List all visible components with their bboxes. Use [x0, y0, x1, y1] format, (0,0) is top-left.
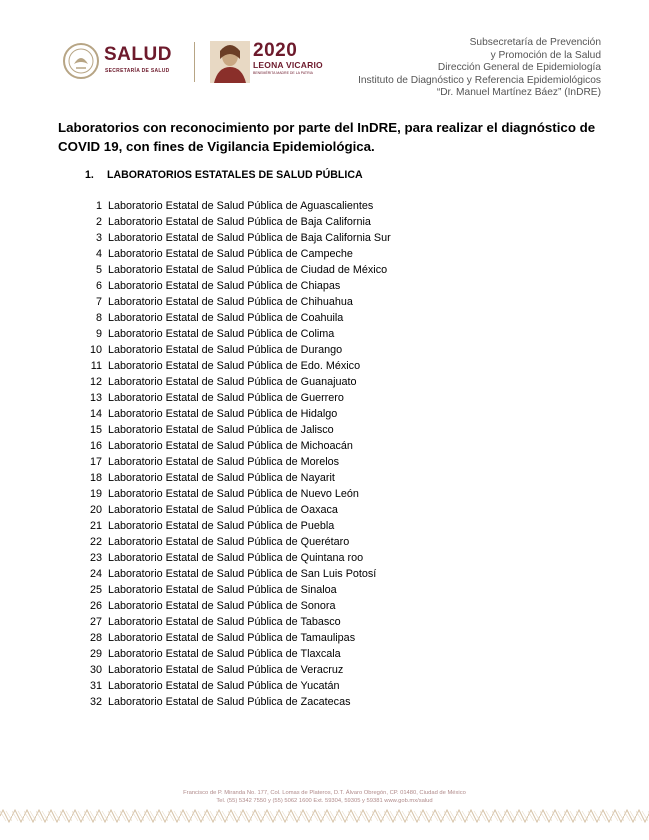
lab-name: Laboratorio Estatal de Salud Pública de Oaxaca [108, 504, 338, 517]
lab-name: Laboratorio Estatal de Salud Pública de Baja California Sur [108, 232, 391, 245]
lab-number: 11 [90, 360, 102, 373]
lab-number: 8 [95, 312, 102, 325]
lab-list-item [78, 342, 391, 358]
lab-list-item [78, 470, 391, 486]
lab-list-item [78, 694, 391, 710]
lab-number: 19 [89, 488, 102, 501]
lab-name: Laboratorio Estatal de Salud Pública de Puebla [108, 520, 335, 533]
lab-list-item [78, 534, 391, 550]
lab-number: 17 [89, 456, 102, 469]
lab-name: Laboratorio Estatal de Salud Pública de Chihuahua [108, 296, 353, 309]
lab-name: Laboratorio Estatal de Salud Pública de Tabasco [108, 616, 341, 629]
lab-number: 10 [89, 344, 102, 357]
lab-name: Laboratorio Estatal de Salud Pública de Chiapas [108, 280, 341, 293]
lab-name: Laboratorio Estatal de Salud Pública de Quintana roo [108, 552, 364, 565]
institution-line: Instituto de Diagnóstico y Referencia Epidemiológicos [358, 74, 601, 86]
lab-name: Laboratorio Estatal de Salud Pública de Sonora [108, 600, 336, 613]
lab-list-item [78, 678, 391, 694]
lab-name: Laboratorio Estatal de Salud Pública de Guanajuato [108, 376, 357, 389]
lab-list-item [78, 310, 391, 326]
lab-number: 3 [95, 232, 102, 245]
lab-list-item [78, 230, 391, 246]
lab-list-item [78, 646, 391, 662]
institution-line: “Dr. Manuel Martínez Báez” (InDRE) [436, 87, 601, 99]
footer-address: Francisco de P. Miranda No. 177, Col. Lomas de Plateros, D.T. Álvaro Obregón, CP. 01480, Ciudad de México [183, 790, 466, 796]
lab-name: Laboratorio Estatal de Salud Pública de Zacatecas [108, 696, 351, 709]
lab-number: 26 [89, 600, 102, 613]
lab-name: Laboratorio Estatal de Salud Pública de Tlaxcala [108, 648, 341, 661]
section-heading [85, 169, 363, 181]
lab-list-item [78, 246, 391, 262]
lab-number: 4 [95, 248, 102, 261]
lab-list-item [78, 518, 391, 534]
institution-line: Dirección General de Epidemiología [437, 62, 601, 74]
lab-list [78, 198, 391, 711]
lab-name: Laboratorio Estatal de Salud Pública de Edo. México [108, 360, 361, 373]
institution-line: Subsecretaría de Prevención [469, 37, 601, 48]
lab-name: Laboratorio Estatal de Salud Pública de Veracruz [108, 664, 344, 677]
lab-name: Laboratorio Estatal de Salud Pública de Coahuila [108, 312, 344, 325]
lab-name: Laboratorio Estatal de Salud Pública de Ciudad de México [108, 264, 388, 277]
lab-name: Laboratorio Estatal de Salud Pública de San Luis Potosí [108, 568, 377, 581]
lab-number: 24 [89, 568, 102, 581]
lab-number: 28 [89, 632, 102, 645]
year-logo-text: 2020 [253, 40, 298, 61]
lab-list-item [78, 502, 391, 518]
lab-name: Laboratorio Estatal de Salud Pública de Jalisco [108, 424, 334, 437]
lab-number: 31 [89, 680, 102, 693]
lab-list-item [78, 630, 391, 646]
lab-list-item [78, 374, 391, 390]
lab-list-item [78, 198, 391, 214]
lab-number: 15 [89, 424, 102, 437]
lab-number: 7 [95, 296, 102, 309]
lab-name: Laboratorio Estatal de Salud Pública de Hidalgo [108, 408, 338, 421]
lab-name: Laboratorio Estatal de Salud Pública de Nayarit [108, 472, 335, 485]
lab-list-item [78, 662, 391, 678]
lab-name: Laboratorio Estatal de Salud Pública de Aguascalientes [108, 200, 374, 212]
lab-number: 30 [89, 664, 102, 677]
lab-list-item [78, 598, 391, 614]
lab-number: 14 [89, 408, 102, 421]
lab-number: 9 [95, 328, 102, 341]
lab-list-item [78, 614, 391, 630]
section-title: LABORATORIOS ESTATALES DE SALUD PÚBLICA [107, 169, 363, 181]
lab-list-item [78, 454, 391, 470]
lab-list-item [78, 358, 391, 374]
lab-name: Laboratorio Estatal de Salud Pública de Morelos [108, 456, 340, 469]
lab-list-item [78, 294, 391, 310]
lab-number: 5 [95, 264, 102, 277]
lab-number: 13 [89, 392, 102, 405]
leona-vicario-portrait-icon [210, 41, 250, 83]
section-number: 1. [85, 169, 94, 181]
lab-number: 29 [89, 648, 102, 661]
lab-list-item [78, 262, 391, 278]
lab-name: Laboratorio Estatal de Salud Pública de Querétaro [108, 536, 350, 549]
salud-logo-text: SALUD [104, 44, 172, 65]
logo-divider [194, 42, 195, 82]
document-title: Laboratorios con reconocimiento por parte del InDRE, para realizar el diagnóstico de COVID 19, con fines de Vigilancia Epidemiológica. [58, 120, 596, 154]
lab-number: 1 [95, 200, 102, 212]
lab-list-item [78, 566, 391, 582]
footer-contact: Tel. (55) 5342 7550 y (55) 5062 1600 Ext. 59304, 59305 y 59381 www.gob.mx/salud [216, 798, 433, 804]
lab-name: Laboratorio Estatal de Salud Pública de Durango [108, 344, 343, 357]
lab-list-item [78, 326, 391, 342]
lab-name: Laboratorio Estatal de Salud Pública de Nuevo León [108, 488, 359, 501]
lab-number: 25 [89, 584, 102, 597]
salud-logo-sub: SECRETARÍA DE SALUD [105, 68, 170, 74]
lab-name: Laboratorio Estatal de Salud Pública de Yucatán [108, 680, 340, 693]
lab-number: 6 [95, 280, 102, 293]
lab-number: 32 [89, 696, 102, 709]
lab-name: Laboratorio Estatal de Salud Pública de Campeche [108, 248, 353, 261]
lab-number: 21 [89, 520, 102, 533]
lab-list-item [78, 582, 391, 598]
lab-number: 12 [89, 376, 102, 389]
lab-list-item [78, 214, 391, 230]
lab-number: 2 [95, 216, 102, 229]
institution-line: y Promoción de la Salud [490, 49, 601, 61]
lab-list-item [78, 438, 391, 454]
lab-name: Laboratorio Estatal de Salud Pública de Sinaloa [108, 584, 337, 597]
lab-number: 22 [89, 536, 102, 549]
lab-list-item [78, 486, 391, 502]
header-logos [62, 40, 332, 84]
lab-list-item [78, 422, 391, 438]
lab-name: Laboratorio Estatal de Salud Pública de Colima [108, 328, 335, 341]
lab-list-item [78, 550, 391, 566]
lab-number: 16 [89, 440, 102, 453]
lab-name: Laboratorio Estatal de Salud Pública de Guerrero [108, 392, 344, 405]
coat-of-arms-icon [62, 42, 100, 80]
lab-number: 20 [89, 504, 102, 517]
lab-list-item [78, 406, 391, 422]
institution-block [358, 37, 601, 100]
year-logo-name: LEONA VICARIO [253, 60, 323, 70]
lab-name: Laboratorio Estatal de Salud Pública de Baja California [108, 216, 371, 229]
lab-name: Laboratorio Estatal de Salud Pública de Michoacán [108, 440, 353, 453]
lab-list-item [78, 278, 391, 294]
lab-name: Laboratorio Estatal de Salud Pública de Tamaulipas [108, 632, 356, 645]
footer-pattern [0, 808, 649, 824]
year-logo-sub: BENEMÉRITA MADRE DE LA PATRIA [253, 71, 313, 75]
lab-number: 23 [89, 552, 102, 565]
lab-number: 18 [89, 472, 102, 485]
lab-number: 27 [89, 616, 102, 629]
lab-list-item [78, 390, 391, 406]
